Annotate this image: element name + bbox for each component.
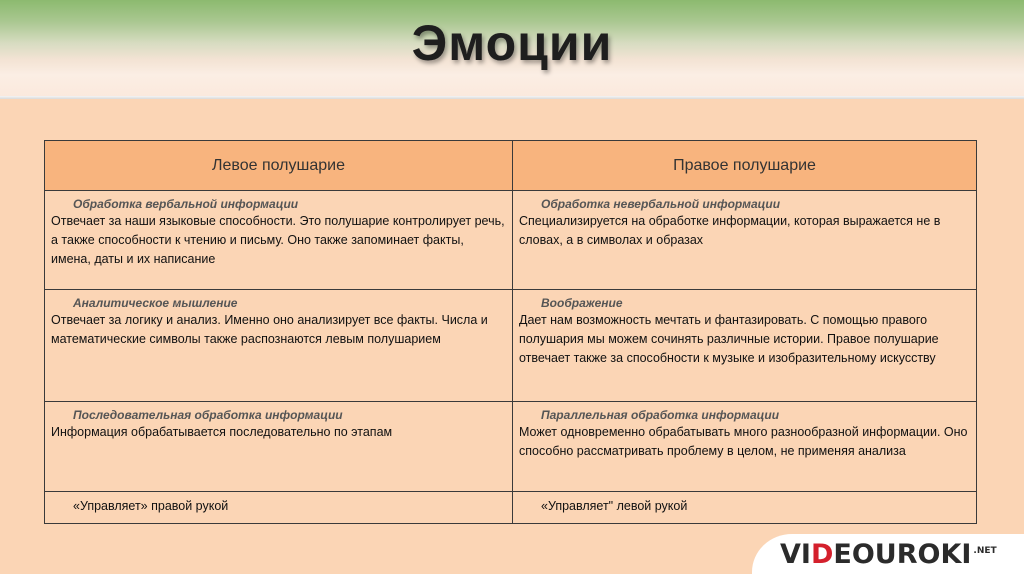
cell-text: Информация обрабатывается последовательно по этапам bbox=[51, 425, 393, 439]
logo-suffix: .NET bbox=[973, 546, 997, 556]
cell-subtitle: Обработка вербальной информации bbox=[73, 197, 299, 211]
logo-text-accent: D bbox=[810, 539, 834, 570]
table-cell bbox=[513, 492, 977, 524]
table-cell bbox=[45, 402, 513, 492]
logo-text-part3: EOUROKI bbox=[833, 539, 972, 570]
table-row bbox=[45, 492, 977, 524]
header-right-hemisphere: Правое полушарие bbox=[513, 141, 977, 191]
cell-text: Отвечает за наши языковые способности. Это полушарие контролирует речь, а также способности к чтению и письму. Оно также запоминает факты, имена, даты и их написание bbox=[51, 214, 505, 266]
cell-text: Отвечает за логику и анализ. Именно оно анализирует все факты. Числа и математические символы также распознаются левым полушарием bbox=[51, 313, 488, 346]
videouroki-logo bbox=[780, 539, 997, 570]
slide-title: Эмоции bbox=[411, 15, 613, 71]
cell-text: Дает нам возможность мечтать и фантазировать. С помощью правого полушария мы можем сочинять различные истории. Правое полушарие отвечает также за способности к музыке и изобразительному искусству bbox=[519, 313, 939, 365]
cell-text: «Управляет» правой рукой bbox=[73, 499, 229, 513]
table-row bbox=[45, 191, 977, 290]
cell-text: Специализируется на обработке информации, которая выражается не в словах, а в символах и образах bbox=[519, 214, 941, 247]
table-cell bbox=[513, 191, 977, 290]
table-cell bbox=[513, 402, 977, 492]
table-header-row bbox=[45, 141, 977, 191]
logo-badge bbox=[752, 534, 1024, 574]
table-cell bbox=[45, 492, 513, 524]
table-cell bbox=[45, 191, 513, 290]
cell-subtitle: Последовательная обработка информации bbox=[73, 408, 343, 422]
hemispheres-table bbox=[44, 140, 977, 524]
cell-text: Может одновременно обрабатывать много разнообразной информации. Оно способно рассматривать проблему в целом, не применяя анализа bbox=[519, 425, 968, 458]
table-cell bbox=[513, 290, 977, 402]
table-row bbox=[45, 290, 977, 402]
cell-subtitle: Обработка невербальной информации bbox=[541, 197, 781, 211]
cell-subtitle: Параллельная обработка информации bbox=[541, 408, 780, 422]
cell-subtitle: Воображение bbox=[541, 296, 623, 310]
cell-text: «Управляет" левой рукой bbox=[541, 499, 688, 513]
table-cell bbox=[45, 290, 513, 402]
cell-subtitle: Аналитическое мышление bbox=[73, 296, 238, 310]
table-row bbox=[45, 402, 977, 492]
header-left-hemisphere: Левое полушарие bbox=[45, 141, 513, 191]
logo-text-part1: VI bbox=[780, 539, 811, 570]
header-divider bbox=[0, 96, 1024, 99]
